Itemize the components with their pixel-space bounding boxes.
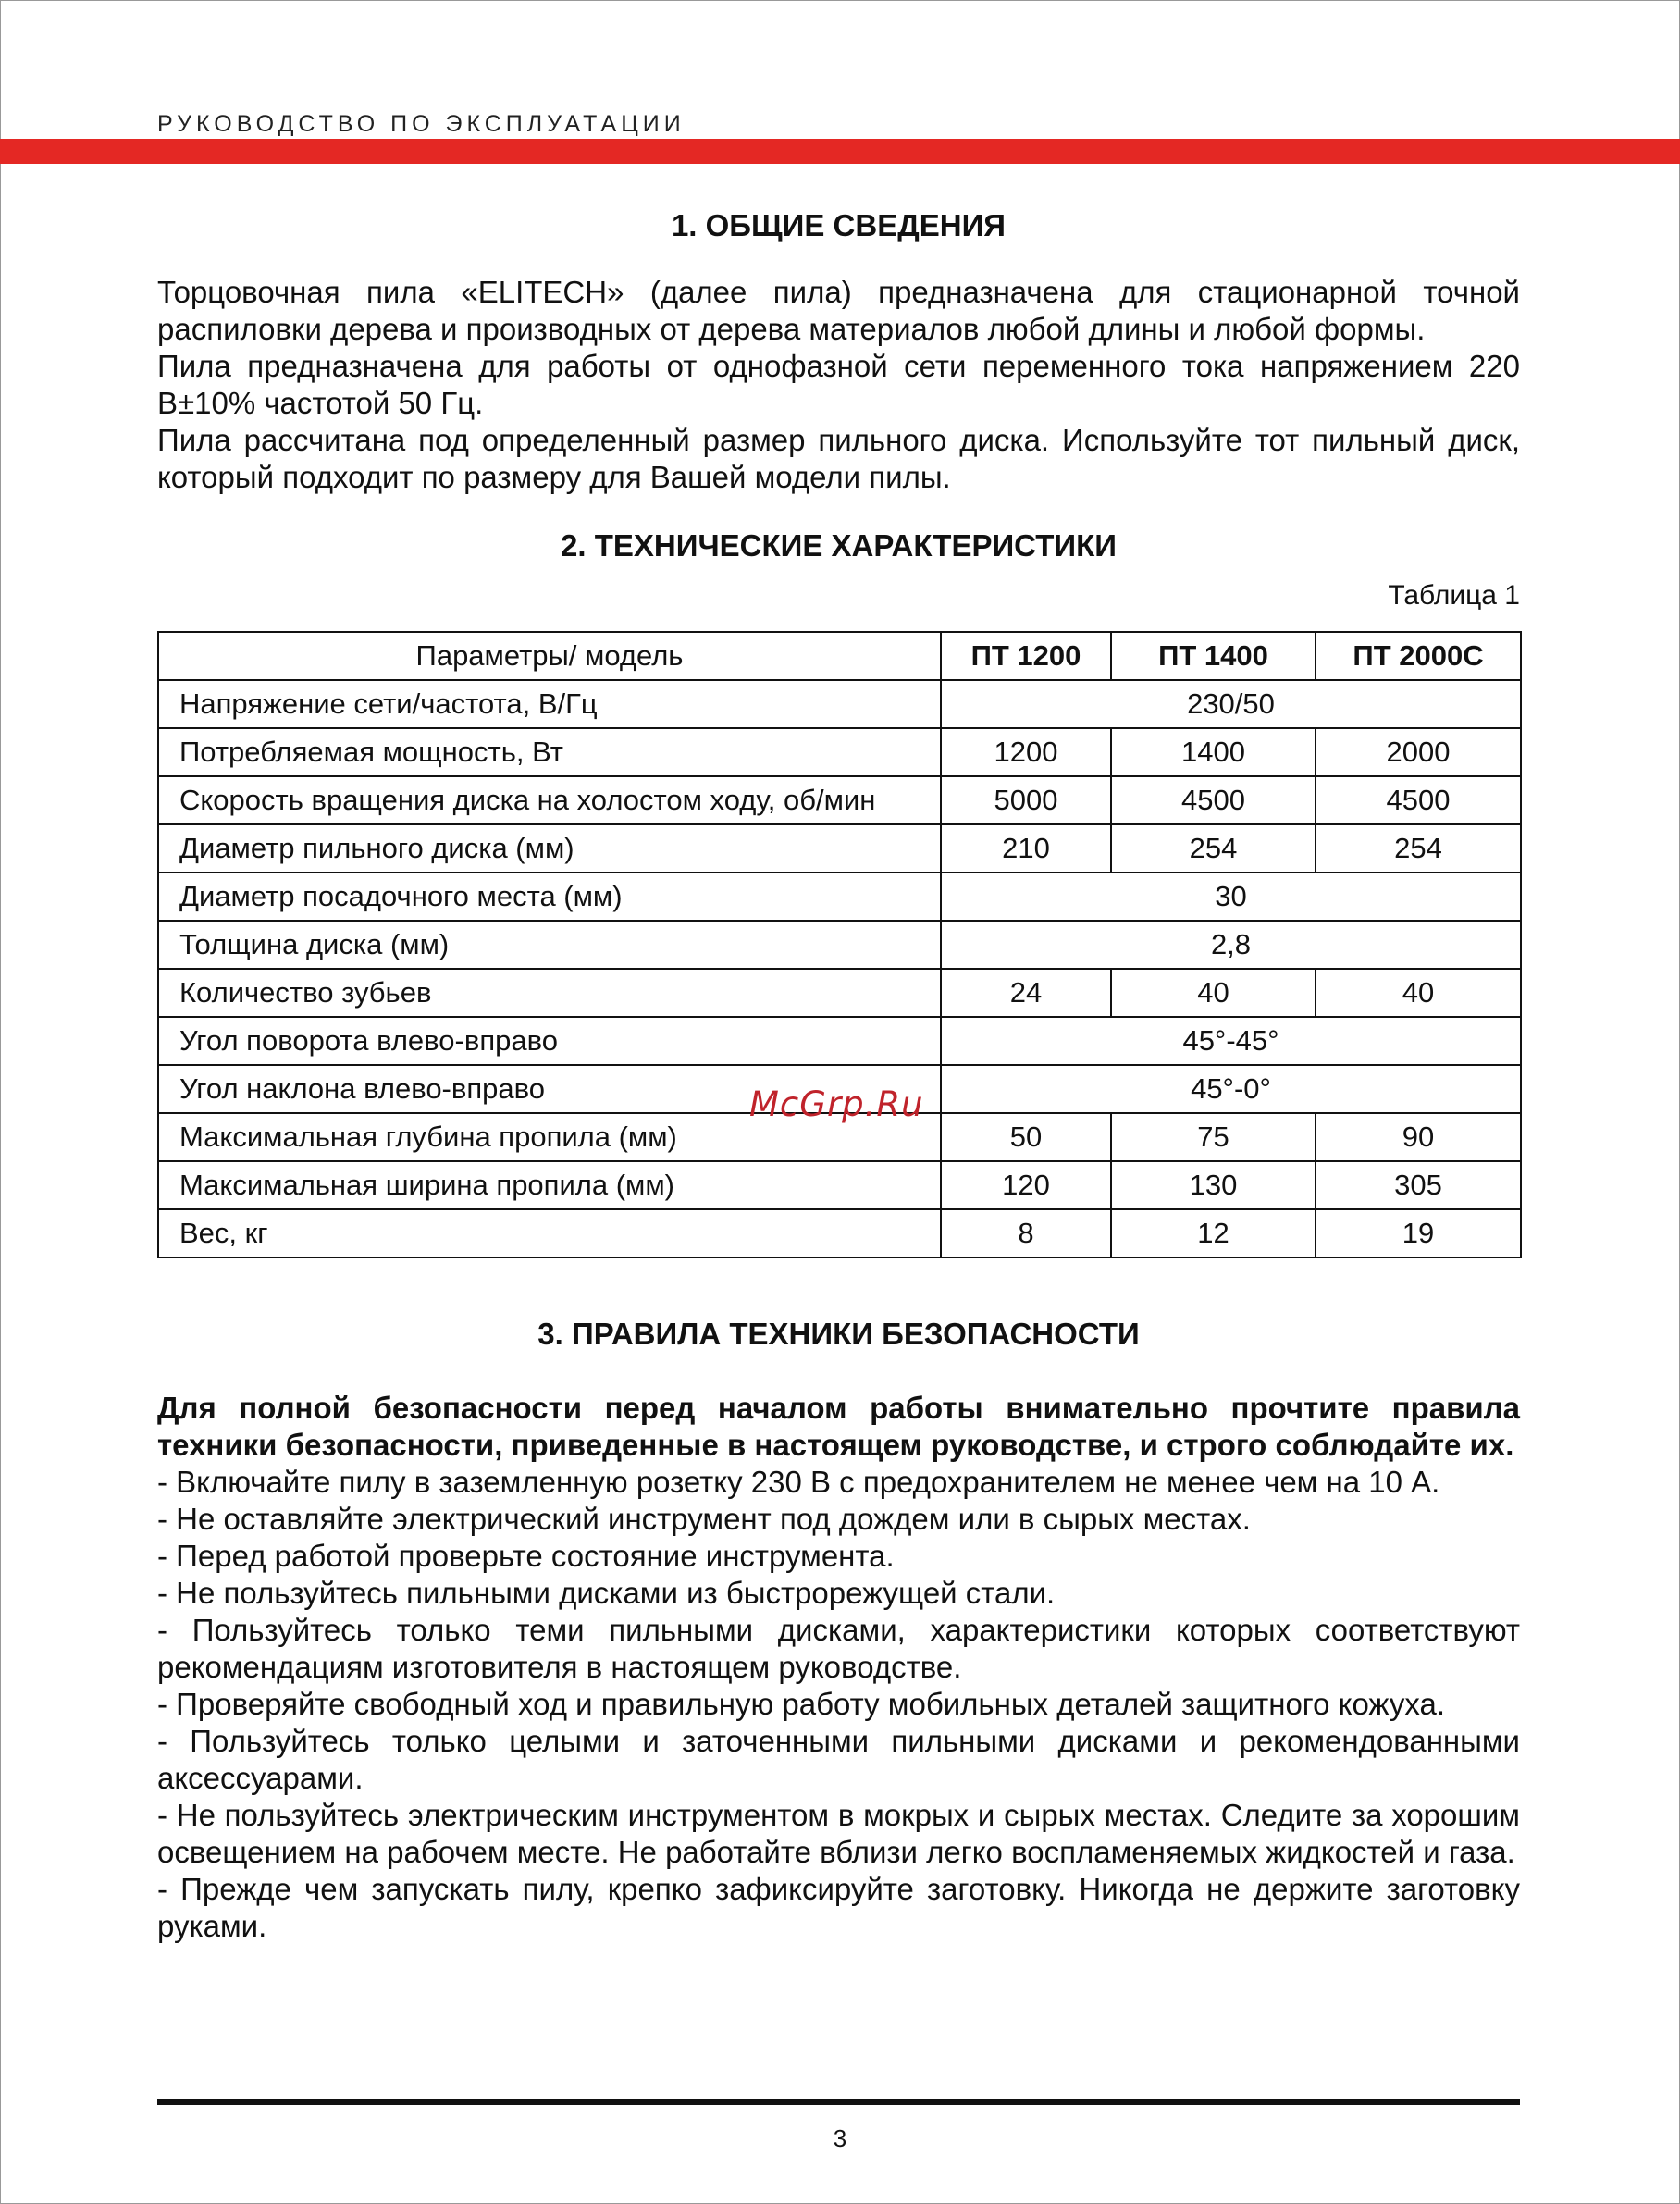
value-cell: 4500 xyxy=(1316,776,1521,824)
table-caption: Таблица 1 xyxy=(1388,580,1520,611)
footer-rule xyxy=(157,2099,1520,2105)
param-cell: Скорость вращения диска на холостом ходу, об/мин xyxy=(158,776,941,824)
param-cell: Диаметр пильного диска (мм) xyxy=(158,824,941,873)
value-cell: 30 xyxy=(941,873,1521,921)
value-cell: 12 xyxy=(1111,1209,1316,1257)
param-cell: Напряжение сети/частота, В/Гц xyxy=(158,680,941,728)
header-cell-model: ПТ 2000С xyxy=(1316,632,1521,680)
table-row xyxy=(158,921,1521,969)
value-cell: 5000 xyxy=(941,776,1111,824)
param-cell: Потребляемая мощность, Вт xyxy=(158,728,941,776)
list-item: - Пользуйтесь только целыми и заточенными пильными дисками и рекомендованными аксессуарами. xyxy=(157,1724,1520,1795)
param-cell: Количество зубьев xyxy=(158,969,941,1017)
value-cell: 40 xyxy=(1316,969,1521,1017)
value-cell: 254 xyxy=(1111,824,1316,873)
value-cell: 2000 xyxy=(1316,728,1521,776)
watermark: McGrp.Ru xyxy=(749,1084,924,1124)
value-cell: 210 xyxy=(941,824,1111,873)
list-item: - Не пользуйтесь пильными дисками из быстрорежущей стали. xyxy=(157,1576,1056,1610)
specs-table xyxy=(157,631,1522,1258)
value-cell: 90 xyxy=(1316,1113,1521,1161)
value-cell: 130 xyxy=(1111,1161,1316,1209)
safety-lead: Для полной безопасности перед началом работы внимательно прочтите правила техники безопасности, приведенные в настоящем руководстве, и строго соблюдайте их. xyxy=(157,1391,1520,1462)
table-row xyxy=(158,1161,1521,1209)
value-cell: 4500 xyxy=(1111,776,1316,824)
intro-paragraph: Торцовочная пила «ELITECH» (далее пила) предназначена для стационарной точной распиловки дерева и производных от дерева материалов любой длины и любой формы. xyxy=(157,275,1520,346)
header-cell-model: ПТ 1200 xyxy=(941,632,1111,680)
list-item: - Включайте пилу в заземленную розетку 230 В с предохранителем не менее чем на 10 А. xyxy=(157,1465,1440,1499)
value-cell: 120 xyxy=(941,1161,1111,1209)
intro-paragraph: Пила предназначена для работы от однофазной сети переменного тока напряжением 220 В±10% частотой 50 Гц. xyxy=(157,349,1520,420)
value-cell: 8 xyxy=(941,1209,1111,1257)
param-cell: Угол наклона влево-вправо xyxy=(158,1065,941,1113)
header-red-band xyxy=(0,139,1680,164)
table-row xyxy=(158,1017,1521,1065)
value-cell: 230/50 xyxy=(941,680,1521,728)
table-row xyxy=(158,728,1521,776)
param-cell: Угол поворота влево-вправо xyxy=(158,1017,941,1065)
param-cell: Максимальная глубина пропила (мм) xyxy=(158,1113,941,1161)
value-cell: 1200 xyxy=(941,728,1111,776)
list-item: - Перед работой проверьте состояние инструмента. xyxy=(157,1539,895,1573)
table-row xyxy=(158,969,1521,1017)
value-cell: 305 xyxy=(1316,1161,1521,1209)
value-cell: 40 xyxy=(1111,969,1316,1017)
safety-rules-list xyxy=(157,1464,1520,1945)
param-cell: Вес, кг xyxy=(158,1209,941,1257)
value-cell: 1400 xyxy=(1111,728,1316,776)
list-item: - Проверяйте свободный ход и правильную работу мобильных деталей защитного кожуха. xyxy=(157,1687,1446,1721)
section-2-title: 2. ТЕХНИЧЕСКИЕ ХАРАКТЕРИСТИКИ xyxy=(561,528,1117,563)
section-3-title: 3. ПРАВИЛА ТЕХНИКИ БЕЗОПАСНОСТИ xyxy=(537,1317,1140,1351)
value-cell: 45°-45° xyxy=(941,1017,1521,1065)
value-cell: 45°-0° xyxy=(941,1065,1521,1113)
section-1-title: 1. ОБЩИЕ СВЕДЕНИЯ xyxy=(671,208,1007,242)
table-row xyxy=(158,824,1521,873)
param-cell: Максимальная ширина пропила (мм) xyxy=(158,1161,941,1209)
param-cell: Толщина диска (мм) xyxy=(158,921,941,969)
running-header: РУКОВОДСТВО ПО ЭКСПЛУАТАЦИИ xyxy=(157,111,686,137)
value-cell: 24 xyxy=(941,969,1111,1017)
value-cell: 19 xyxy=(1316,1209,1521,1257)
list-item: - Пользуйтесь только теми пильными дисками, характеристики которых соответствуют рекомендациям изготовителя в настоящем руководстве. xyxy=(157,1613,1520,1684)
value-cell: 254 xyxy=(1316,824,1521,873)
intro-paragraph: Пила рассчитана под определенный размер пильного диска. Используйте тот пильный диск, который подходит по размеру для Вашей модели пилы. xyxy=(157,423,1520,494)
value-cell: 75 xyxy=(1111,1113,1316,1161)
table-row xyxy=(158,1209,1521,1257)
section-1-body xyxy=(157,274,1520,496)
header-cell-parameters: Параметры/ модель xyxy=(158,632,941,680)
header-cell-model: ПТ 1400 xyxy=(1111,632,1316,680)
value-cell: 50 xyxy=(941,1113,1111,1161)
page-content xyxy=(157,205,1520,1945)
table-row xyxy=(158,680,1521,728)
list-item: - Не пользуйтесь электрическим инструментом в мокрых и сырых местах. Следите за хорошим освещением на рабочем месте. Не работайте вблизи легко воспламеняемых жидкостей и газа. xyxy=(157,1798,1520,1869)
page-number: 3 xyxy=(833,2124,847,2152)
table-row xyxy=(158,776,1521,824)
table-row xyxy=(158,873,1521,921)
list-item: - Прежде чем запускать пилу, крепко зафиксируйте заготовку. Никогда не держите заготовку руками. xyxy=(157,1872,1520,1943)
table-header-row xyxy=(158,632,1521,680)
value-cell: 2,8 xyxy=(941,921,1521,969)
param-cell: Диаметр посадочного места (мм) xyxy=(158,873,941,921)
list-item: - Не оставляйте электрический инструмент под дождем или в сырых местах. xyxy=(157,1502,1251,1536)
